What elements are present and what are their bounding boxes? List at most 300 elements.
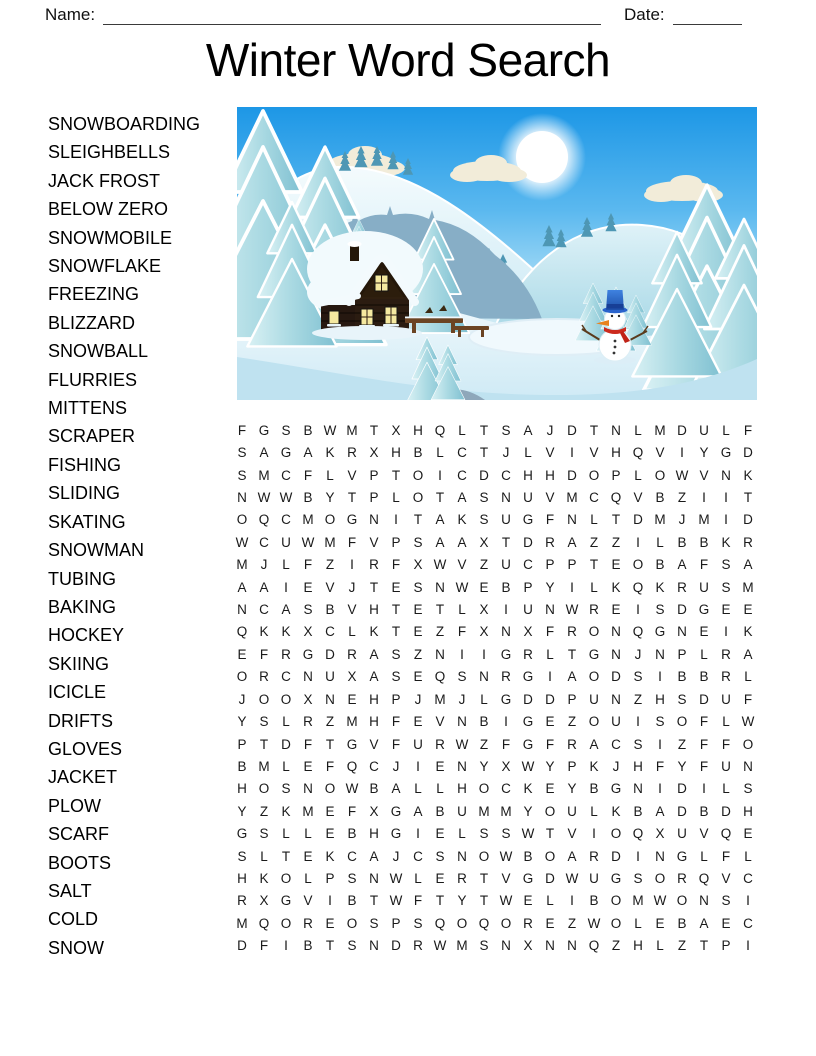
grid-letter: K xyxy=(259,871,269,887)
grid-letter: F xyxy=(391,557,401,573)
grid-letter: G xyxy=(588,646,600,662)
word-list-item: SALT xyxy=(48,880,92,901)
grid-letter: G xyxy=(522,714,534,730)
grid-letter: R xyxy=(369,557,379,573)
grid-letter: I xyxy=(636,602,640,618)
word-list-item: SCRAPER xyxy=(48,426,136,447)
grid-letter: E xyxy=(611,602,621,618)
grid-letter: A xyxy=(435,534,445,550)
grid-letter: L xyxy=(282,826,290,842)
grid-letter: I xyxy=(702,489,706,505)
grid-letter: R xyxy=(303,915,313,931)
word-list-item: JACK FROST xyxy=(48,170,161,191)
grid-letter: R xyxy=(567,624,577,640)
grid-letter: S xyxy=(413,915,423,931)
grid-letter: B xyxy=(677,669,687,685)
grid-letter: I xyxy=(636,848,640,864)
grid-letter: Q xyxy=(632,579,644,595)
grid-letter: X xyxy=(501,758,511,774)
grid-letter: M xyxy=(302,803,314,819)
grid-letter: G xyxy=(302,646,314,662)
grid-letter: E xyxy=(655,915,665,931)
grid-letter: P xyxy=(391,534,401,550)
grid-letter: L xyxy=(392,489,400,505)
grid-letter: F xyxy=(699,736,709,752)
grid-letter: E xyxy=(347,691,357,707)
grid-letter: K xyxy=(281,624,291,640)
grid-letter: L xyxy=(260,848,268,864)
grid-letter: R xyxy=(523,646,533,662)
grid-letter: Q xyxy=(258,915,270,931)
grid-letter: O xyxy=(258,691,270,707)
grid-letter: S xyxy=(237,467,247,483)
grid-letter: T xyxy=(479,445,489,461)
grid-letter: N xyxy=(501,624,511,640)
grid-letter: B xyxy=(589,893,599,909)
grid-letter: T xyxy=(479,422,489,438)
grid-letter: T xyxy=(391,467,401,483)
grid-letter: S xyxy=(281,781,291,797)
grid-letter: E xyxy=(699,624,709,640)
grid-letter: F xyxy=(457,624,467,640)
grid-letter: E xyxy=(325,803,335,819)
grid-letter: D xyxy=(611,669,621,685)
word-list-item: DRIFTS xyxy=(48,710,113,731)
grid-letter: Q xyxy=(346,758,358,774)
grid-letter: O xyxy=(280,915,292,931)
grid-letter: G xyxy=(280,445,292,461)
date-blank-line xyxy=(673,7,742,25)
grid-letter: T xyxy=(281,848,291,864)
grid-letter: U xyxy=(721,691,731,707)
grid-letter: D xyxy=(391,938,401,954)
grid-letter: G xyxy=(522,669,534,685)
grid-letter: N xyxy=(743,758,753,774)
grid-letter: O xyxy=(588,624,600,640)
grid-letter: A xyxy=(699,915,709,931)
grid-letter: D xyxy=(545,871,555,887)
grid-letter: I xyxy=(416,826,420,842)
grid-letter: O xyxy=(742,736,754,752)
grid-letter: F xyxy=(413,893,423,909)
grid-letter: L xyxy=(414,781,422,797)
grid-letter: I xyxy=(636,714,640,730)
grid-letter: Z xyxy=(413,646,423,662)
grid-letter: O xyxy=(610,915,622,931)
grid-letter: Q xyxy=(478,915,490,931)
grid-letter: F xyxy=(259,938,269,954)
grid-letter: P xyxy=(369,489,379,505)
grid-letter: O xyxy=(500,915,512,931)
grid-letter: Q xyxy=(434,915,446,931)
grid-letter: C xyxy=(523,557,533,573)
grid-letter: E xyxy=(413,714,423,730)
grid-letter: N xyxy=(633,781,643,797)
grid-letter: F xyxy=(391,736,401,752)
grid-letter: O xyxy=(588,467,600,483)
grid-letter: D xyxy=(325,646,335,662)
word-list-item: BOOTS xyxy=(48,852,112,873)
grid-letter: K xyxy=(589,758,599,774)
grid-letter: I xyxy=(570,445,574,461)
grid-letter: M xyxy=(346,422,358,438)
grid-letter: F xyxy=(655,758,665,774)
grid-letter: F xyxy=(303,736,313,752)
grid-letter: I xyxy=(416,758,420,774)
grid-letter: B xyxy=(677,915,687,931)
grid-letter: Z xyxy=(677,938,687,954)
grid-letter: F xyxy=(545,736,555,752)
grid-letter: R xyxy=(721,646,731,662)
grid-letter: O xyxy=(610,893,622,909)
grid-letter: A xyxy=(303,445,313,461)
grid-letter: M xyxy=(500,803,512,819)
grid-letter: A xyxy=(457,489,467,505)
grid-letter: N xyxy=(325,691,335,707)
grid-letter: D xyxy=(237,938,247,954)
grid-letter: S xyxy=(413,534,423,550)
grid-letter: D xyxy=(523,534,533,550)
grid-letter: B xyxy=(655,557,665,573)
grid-letter: L xyxy=(656,938,664,954)
grid-letter: S xyxy=(369,915,379,931)
grid-letter: E xyxy=(479,579,489,595)
grid-letter: G xyxy=(500,646,512,662)
grid-letter: D xyxy=(633,512,643,528)
grid-letter: C xyxy=(457,445,467,461)
grid-letter: U xyxy=(523,489,533,505)
grid-letter: R xyxy=(567,736,577,752)
grid-letter: D xyxy=(545,691,555,707)
grid-letter: B xyxy=(347,826,357,842)
grid-letter: V xyxy=(633,489,643,505)
grid-letter: S xyxy=(391,669,401,685)
grid-letter: Y xyxy=(523,803,533,819)
grid-letter: N xyxy=(303,669,313,685)
grid-letter: Q xyxy=(588,938,600,954)
grid-letter: T xyxy=(325,736,335,752)
grid-letter: A xyxy=(369,848,379,864)
grid-letter: W xyxy=(257,489,271,505)
grid-letter: K xyxy=(369,624,379,640)
grid-letter: W xyxy=(675,467,689,483)
grid-letter: L xyxy=(348,624,356,640)
grid-letter: D xyxy=(677,422,687,438)
grid-letter: N xyxy=(545,602,555,618)
grid-letter: Z xyxy=(259,803,269,819)
grid-letter: C xyxy=(325,624,335,640)
grid-letter: R xyxy=(237,893,247,909)
grid-letter: N xyxy=(501,938,511,954)
word-list-item: FREEZING xyxy=(48,284,140,305)
grid-letter: Y xyxy=(325,489,335,505)
grid-letter: O xyxy=(654,467,666,483)
grid-letter: M xyxy=(456,938,468,954)
grid-letter: B xyxy=(347,893,357,909)
word-list-item: FLURRIES xyxy=(48,369,138,390)
grid-letter: B xyxy=(699,534,709,550)
grid-letter: C xyxy=(589,489,599,505)
grid-letter: Z xyxy=(567,915,577,931)
word-list-item: GLOVES xyxy=(48,738,123,759)
grid-letter: I xyxy=(658,781,662,797)
grid-letter: G xyxy=(280,893,292,909)
grid-letter: D xyxy=(479,467,489,483)
grid-letter: N xyxy=(611,624,621,640)
grid-letter: J xyxy=(414,691,422,707)
grid-letter: T xyxy=(501,534,511,550)
grid-letter: W xyxy=(521,826,535,842)
name-blank-line xyxy=(103,7,601,25)
grid-letter: V xyxy=(347,467,357,483)
grid-letter: D xyxy=(677,781,687,797)
grid-letter: O xyxy=(236,512,248,528)
grid-letter: J xyxy=(392,758,400,774)
grid-letter: T xyxy=(743,489,753,505)
grid-letter: T xyxy=(611,512,621,528)
grid-letter: D xyxy=(743,445,753,461)
grid-letter: Y xyxy=(699,445,709,461)
grid-letter: R xyxy=(347,646,357,662)
grid-letter: C xyxy=(369,758,379,774)
grid-letter: K xyxy=(325,848,335,864)
grid-letter: S xyxy=(259,714,269,730)
grid-letter: J xyxy=(546,422,554,438)
grid-letter: E xyxy=(545,714,555,730)
grid-letter: A xyxy=(567,669,577,685)
grid-letter: V xyxy=(567,826,577,842)
grid-letter: B xyxy=(413,445,423,461)
grid-letter: H xyxy=(369,714,379,730)
grid-letter: H xyxy=(655,691,665,707)
grid-letter: B xyxy=(303,938,313,954)
grid-letter: Q xyxy=(434,422,446,438)
grid-letter: S xyxy=(347,938,357,954)
grid-letter: I xyxy=(724,624,728,640)
grid-letter: L xyxy=(414,871,422,887)
grid-letter: H xyxy=(369,691,379,707)
grid-letter: A xyxy=(435,512,445,528)
grid-letter: S xyxy=(677,691,687,707)
grid-letter: T xyxy=(435,602,445,618)
grid-letter: H xyxy=(369,602,379,618)
grid-letter: I xyxy=(724,512,728,528)
grid-letter: F xyxy=(699,758,709,774)
grid-letter: I xyxy=(328,893,332,909)
grid-letter: F xyxy=(545,624,555,640)
grid-letter: J xyxy=(612,758,620,774)
grid-letter: J xyxy=(634,646,642,662)
grid-letter: X xyxy=(479,534,489,550)
grid-letter: I xyxy=(482,646,486,662)
grid-letter: N xyxy=(369,512,379,528)
grid-letter: U xyxy=(325,669,335,685)
grid-letter: H xyxy=(523,467,533,483)
grid-letter: L xyxy=(590,512,598,528)
grid-letter: Z xyxy=(611,534,621,550)
grid-letter: L xyxy=(304,871,312,887)
grid-letter: I xyxy=(658,669,662,685)
grid-letter: C xyxy=(611,736,621,752)
grid-letter: S xyxy=(479,826,489,842)
grid-letter: S xyxy=(347,871,357,887)
grid-letter: N xyxy=(435,646,445,662)
grid-letter: E xyxy=(325,915,335,931)
grid-letter: L xyxy=(436,781,444,797)
grid-letter: H xyxy=(545,467,555,483)
grid-letter: I xyxy=(592,826,596,842)
grid-letter: W xyxy=(389,871,403,887)
grid-letter: D xyxy=(567,467,577,483)
grid-letter: T xyxy=(369,422,379,438)
grid-letter: M xyxy=(742,579,754,595)
grid-letter: W xyxy=(587,915,601,931)
grid-letter: B xyxy=(589,781,599,797)
grid-letter: G xyxy=(522,871,534,887)
grid-letter: N xyxy=(369,938,379,954)
grid-letter: R xyxy=(435,736,445,752)
grid-letter: L xyxy=(436,445,444,461)
grid-letter: E xyxy=(413,669,423,685)
grid-letter: N xyxy=(545,938,555,954)
grid-letter: O xyxy=(676,714,688,730)
grid-letter: Q xyxy=(698,871,710,887)
grid-letter: F xyxy=(545,512,555,528)
grid-letter: X xyxy=(413,557,423,573)
grid-letter: I xyxy=(548,669,552,685)
grid-letter: T xyxy=(325,938,335,954)
word-list-item: SNOWBOARDING xyxy=(48,114,201,134)
grid-letter: A xyxy=(567,534,577,550)
grid-letter: P xyxy=(677,646,687,662)
word-list-item: SKATING xyxy=(48,511,126,532)
grid-letter: J xyxy=(392,848,400,864)
grid-letter: Y xyxy=(237,803,247,819)
grid-letter: T xyxy=(369,893,379,909)
grid-letter: M xyxy=(236,557,248,573)
grid-letter: C xyxy=(501,781,511,797)
grid-letter: A xyxy=(369,669,379,685)
grid-letter: N xyxy=(655,646,665,662)
grid-letter: W xyxy=(433,557,447,573)
grid-letter: V xyxy=(369,736,379,752)
grid-letter: I xyxy=(702,781,706,797)
grid-letter: B xyxy=(369,781,379,797)
grid-letter: U xyxy=(281,534,291,550)
grid-letter: V xyxy=(347,602,357,618)
grid-letter: N xyxy=(457,758,467,774)
word-list-item: SNOWMOBILE xyxy=(48,227,173,248)
grid-letter: S xyxy=(501,826,511,842)
grid-letter: W xyxy=(433,938,447,954)
grid-letter: P xyxy=(325,871,335,887)
grid-letter: L xyxy=(744,848,752,864)
grid-letter: F xyxy=(743,422,753,438)
grid-letter: E xyxy=(237,646,247,662)
grid-letter: T xyxy=(589,557,599,573)
grid-letter: N xyxy=(457,714,467,730)
grid-letter: U xyxy=(699,579,709,595)
grid-letter: O xyxy=(478,848,490,864)
grid-letter: A xyxy=(369,646,379,662)
grid-letter: M xyxy=(236,915,248,931)
grid-letter: B xyxy=(523,848,533,864)
grid-letter: B xyxy=(655,489,665,505)
grid-letter: L xyxy=(546,646,554,662)
grid-letter: O xyxy=(632,557,644,573)
grid-letter: Z xyxy=(325,714,335,730)
grid-letter: F xyxy=(347,803,357,819)
grid-letter: S xyxy=(457,669,467,685)
grid-letter: G xyxy=(610,781,622,797)
grid-letter: L xyxy=(656,534,664,550)
grid-letter: X xyxy=(303,624,313,640)
grid-letter: G xyxy=(390,803,402,819)
grid-letter: H xyxy=(237,781,247,797)
grid-letter: L xyxy=(458,602,466,618)
grid-letter: A xyxy=(259,445,269,461)
grid-letter: G xyxy=(236,826,248,842)
winter-scene-svg xyxy=(237,107,757,400)
grid-letter: K xyxy=(611,803,621,819)
grid-letter: A xyxy=(391,781,401,797)
grid-letter: Z xyxy=(589,534,599,550)
grid-letter: H xyxy=(237,871,247,887)
grid-letter: C xyxy=(259,534,269,550)
grid-letter: W xyxy=(499,893,513,909)
grid-letter: U xyxy=(501,512,511,528)
grid-letter: N xyxy=(435,579,445,595)
grid-letter: S xyxy=(721,557,731,573)
date-label: Date: xyxy=(624,5,665,24)
grid-letter: T xyxy=(391,602,401,618)
grid-letter: C xyxy=(281,512,291,528)
grid-letter: Z xyxy=(325,557,335,573)
grid-letter: Q xyxy=(434,669,446,685)
grid-letter: X xyxy=(259,893,269,909)
word-list-item: COLD xyxy=(48,909,99,930)
grid-letter: H xyxy=(743,803,753,819)
grid-letter: L xyxy=(722,714,730,730)
grid-letter: L xyxy=(282,714,290,730)
word-list-item: SNOW xyxy=(48,937,104,958)
grid-letter: A xyxy=(281,602,291,618)
grid-letter: E xyxy=(611,557,621,573)
word-list-item: SLEIGHBELLS xyxy=(48,142,171,163)
word-list-item: SNOWMAN xyxy=(48,540,144,561)
grid-letter: A xyxy=(413,803,423,819)
grid-letter: R xyxy=(259,669,269,685)
grid-letter: L xyxy=(304,826,312,842)
grid-letter: Y xyxy=(479,758,489,774)
grid-letter: E xyxy=(743,602,753,618)
grid-letter: N xyxy=(611,691,621,707)
grid-letter: J xyxy=(260,557,268,573)
grid-letter: S xyxy=(721,579,731,595)
grid-letter: G xyxy=(258,422,270,438)
grid-letter: Z xyxy=(435,624,445,640)
grid-letter: R xyxy=(457,871,467,887)
grid-letter: O xyxy=(324,512,336,528)
grid-letter: H xyxy=(633,938,643,954)
grid-letter: Q xyxy=(720,826,732,842)
grid-letter: A xyxy=(589,736,599,752)
grid-letter: I xyxy=(746,938,750,954)
grid-letter: Q xyxy=(632,624,644,640)
grid-letter: B xyxy=(479,714,489,730)
grid-letter: G xyxy=(522,512,534,528)
grid-letter: W xyxy=(235,534,249,550)
